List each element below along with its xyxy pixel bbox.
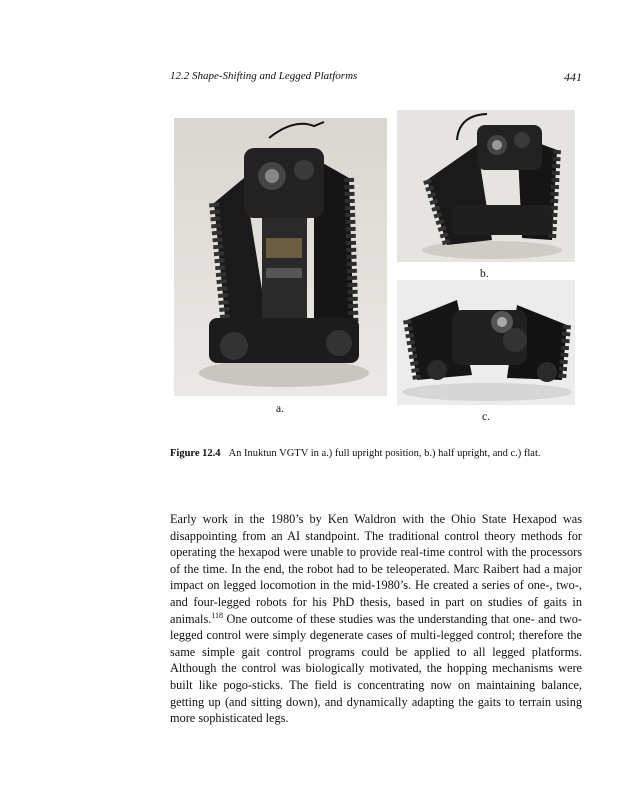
robot-flat-illustration [397,280,575,405]
photo-half-upright [397,110,575,262]
citation-reference: 118 [211,610,224,620]
running-header [170,70,582,88]
figure-caption [170,446,582,462]
subfigure-label-a: a. [276,403,284,415]
caption-text: An Inuktun VGTV in a.) full upright position, b.) half upright, and c.) flat. [228,448,541,459]
page-number: 441 [564,70,582,84]
subfigure-label-b: b. [480,268,489,280]
robot-half-upright-illustration [397,110,575,262]
section-title: 12.2 Shape-Shifting and Legged Platforms [170,70,358,82]
robot-upright-illustration [174,118,387,396]
paragraph-text-part-2: One outcome of these studies was the understanding that one- and two-legged control were simply degenerate cases of multi-legged control; therefore the same simple gait control programs could be applied to all legged platforms. Although the control was biologically motivated, the hopping mechanisms were built like pogo-sticks. The field is concentrating now on maintaining balance, getting up (and sitting down), and dynamically adapting the gaits to terrain using more sophisticated legs. [170,611,582,726]
photo-flat [397,280,575,405]
body-paragraph [170,511,582,727]
subfigure-label-c: c. [482,411,490,423]
paragraph-text-part-1: Early work in the 1980’s by Ken Waldron with the Ohio State Hexapod was disappointing from an AI standpoint. The traditional control theory methods for operating the hexapod were unable to provide real-time control with the processors of the time. In the end, the robot had to be teleoperated. Marc Raibert had a major impact on legged locomotion in the mid-1980’s. He created a series of one-, two-, and four-legged robots for his PhD thesis, based in part on studies of gaits in animals. [170,512,582,626]
photo-full-upright [174,118,387,396]
figure-number: Figure 12.4 [170,448,221,459]
